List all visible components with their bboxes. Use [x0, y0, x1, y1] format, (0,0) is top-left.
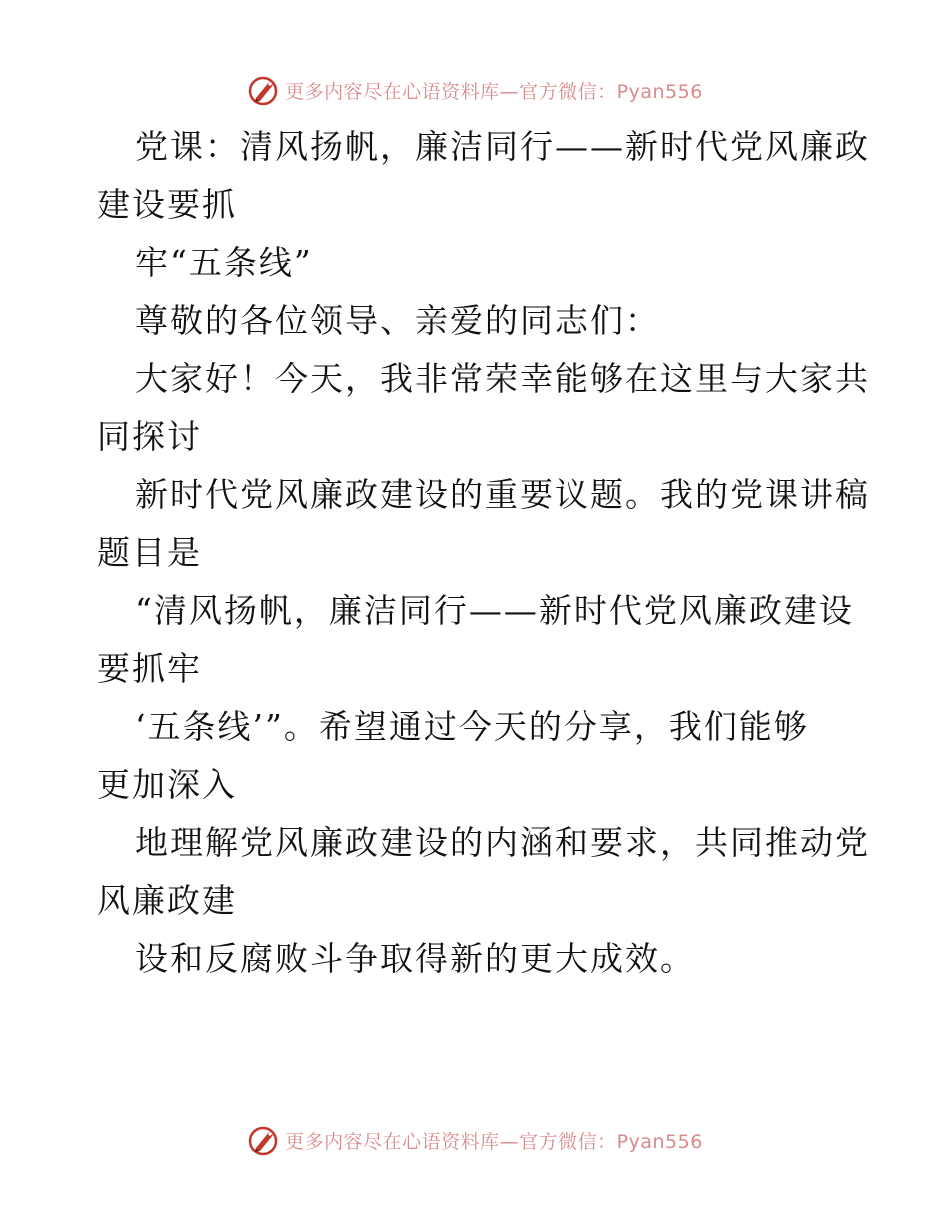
- body-line: “清风扬帆，廉洁同行——新时代党风廉政建设: [135, 591, 854, 630]
- document-title-line-3: 牢“五条线”: [135, 243, 313, 282]
- pen-logo-icon: [247, 74, 279, 106]
- body-line: 题目是: [97, 533, 202, 572]
- footer-banner: [0, 1120, 950, 1160]
- body-line: 大家好！今天，我非常荣幸能够在这里与大家共: [135, 359, 870, 398]
- banner-text: 更多内容尽在心语资料库—官方微信：Pyan556: [285, 80, 703, 103]
- document-title-line-1: 党课：清风扬帆，廉洁同行——新时代党风廉政: [135, 127, 870, 166]
- body-line: 风廉政建: [97, 881, 237, 920]
- header-banner: [0, 70, 950, 110]
- pen-logo-icon: [247, 1124, 279, 1156]
- body-line: 设和反腐败斗争取得新的更大成效。: [135, 939, 695, 978]
- body-line: 地理解党风廉政建设的内涵和要求，共同推动党: [135, 823, 870, 862]
- body-line: 更加深入: [97, 765, 237, 804]
- body-line: 同探讨: [97, 417, 202, 456]
- document-body: [97, 118, 870, 988]
- salutation: 尊敬的各位领导、亲爱的同志们：: [135, 301, 660, 340]
- body-line: 新时代党风廉政建设的重要议题。我的党课讲稿: [135, 475, 870, 514]
- body-line: ‘五条线’”。希望通过今天的分享，我们能够: [135, 707, 809, 746]
- body-line: 要抓牢: [97, 649, 202, 688]
- banner-text: 更多内容尽在心语资料库—官方微信：Pyan556: [285, 1130, 703, 1153]
- document-title-line-2: 建设要抓: [97, 185, 237, 224]
